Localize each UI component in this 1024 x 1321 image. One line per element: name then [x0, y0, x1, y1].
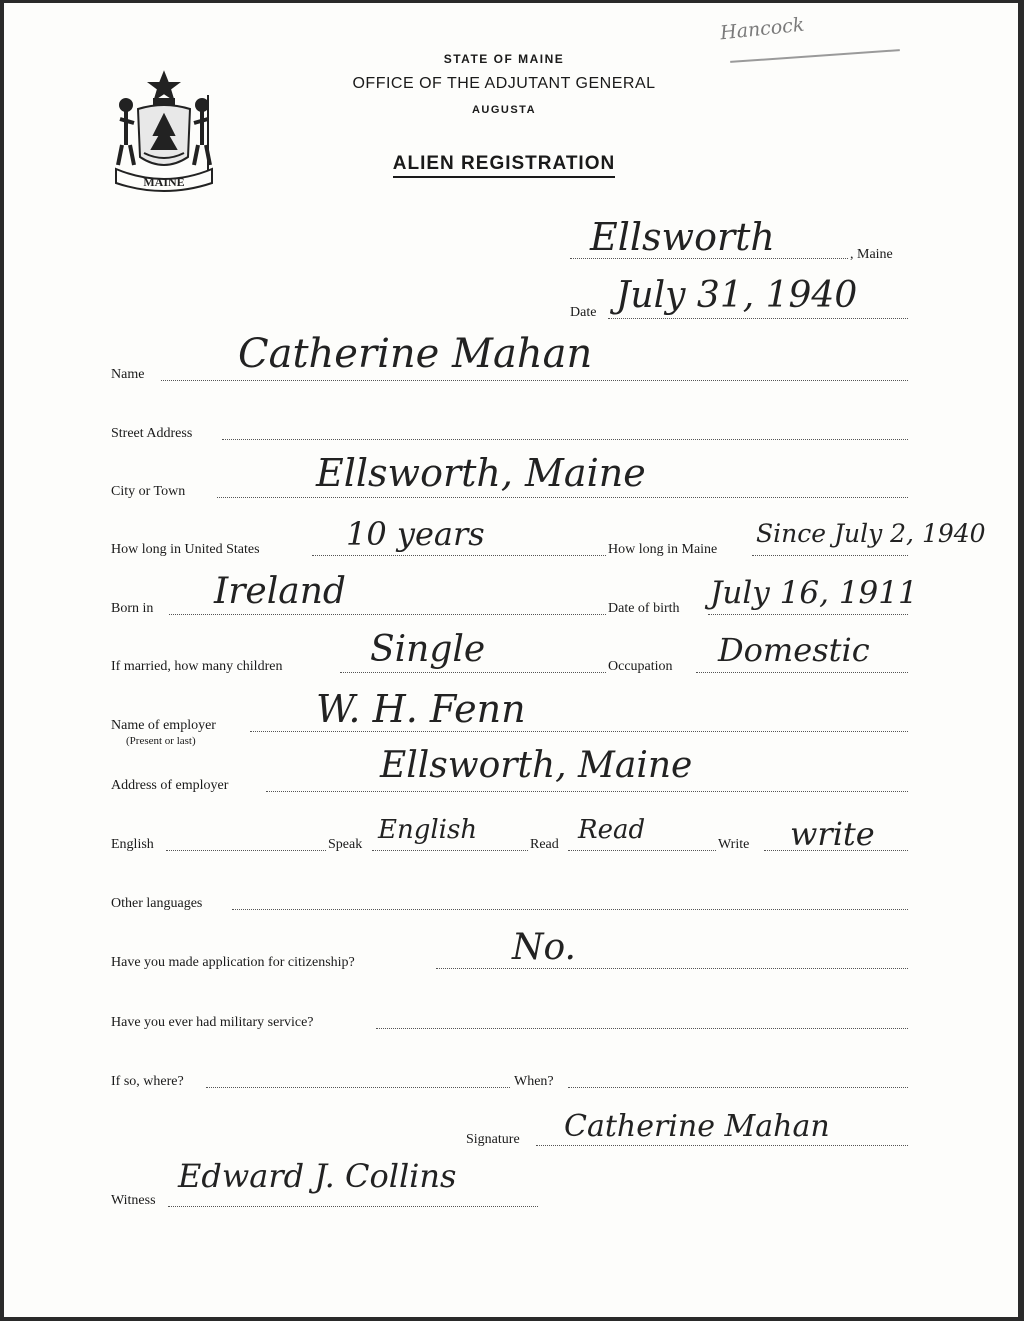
seal-label: MAINE	[143, 175, 185, 189]
born-line	[169, 614, 606, 615]
form-title-text: ALIEN REGISTRATION	[393, 153, 615, 178]
us-duration-label: How long in United States	[111, 542, 260, 557]
witness-label: Witness	[111, 1193, 156, 1208]
maine-duration-label: How long in Maine	[608, 542, 718, 557]
registration-form	[4, 3, 1018, 1317]
occupation-line	[696, 672, 908, 673]
employer-address-value: Ellsworth, Maine	[380, 745, 693, 786]
header-office: OFFICE OF THE ADJUTANT GENERAL	[352, 75, 656, 92]
name-line	[161, 380, 908, 381]
read-line	[568, 850, 716, 851]
signature-line	[536, 1145, 908, 1146]
english-label: English	[111, 837, 154, 852]
read-value: Read	[578, 815, 646, 845]
maine-duration-line	[752, 555, 908, 556]
employer-address-label: Address of employer	[111, 778, 229, 793]
children-label: If married, how many children	[111, 659, 283, 674]
city-label: City or Town	[111, 484, 186, 499]
other-languages-line	[232, 909, 908, 910]
citizenship-line	[436, 968, 908, 969]
witness-value: Edward J. Collins	[178, 1157, 457, 1195]
header-state: STATE OF MAINE	[443, 52, 565, 66]
citizenship-value: No.	[512, 927, 576, 968]
town-value: Ellsworth	[590, 215, 775, 259]
city-value: Ellsworth, Maine	[316, 451, 646, 495]
maine-duration-value: Since July 2, 1940	[756, 519, 986, 548]
where-line	[206, 1087, 510, 1088]
read-label: Read	[530, 837, 559, 852]
maine-label: , Maine	[850, 247, 893, 262]
name-label: Name	[111, 367, 145, 382]
born-value: Ireland	[214, 571, 346, 612]
speak-line	[372, 850, 528, 851]
signature-value: Catherine Mahan	[564, 1109, 830, 1144]
military-label: Have you ever had military service?	[111, 1015, 314, 1030]
us-duration-value: 10 years	[346, 515, 485, 553]
name-value: Catherine Mahan	[238, 331, 593, 377]
when-label: When?	[514, 1074, 554, 1089]
write-value: write	[790, 815, 875, 853]
dob-label: Date of birth	[608, 601, 680, 616]
street-label: Street Address	[111, 426, 193, 441]
occupation-value: Domestic	[718, 631, 870, 669]
born-label: Born in	[111, 601, 154, 616]
military-line	[376, 1028, 908, 1029]
speak-value: English	[378, 815, 478, 845]
city-line	[217, 497, 908, 498]
header-city: AUGUSTA	[471, 104, 537, 116]
dob-line	[708, 614, 908, 615]
employer-value: W. H. Fenn	[316, 687, 526, 731]
employer-label: Name of employer	[111, 718, 216, 733]
children-line	[340, 672, 606, 673]
english-line	[166, 850, 326, 851]
where-label: If so, where?	[111, 1074, 184, 1089]
when-line	[568, 1087, 908, 1088]
citizenship-label: Have you made application for citizenship?	[111, 955, 355, 970]
county-note: Hancock	[719, 13, 806, 45]
employer-line	[250, 731, 908, 732]
employer-sublabel: (Present or last)	[126, 735, 196, 747]
dob-value: July 16, 1911	[710, 575, 918, 611]
children-value: Single	[370, 629, 486, 670]
speak-label: Speak	[328, 837, 363, 852]
us-duration-line	[312, 555, 606, 556]
other-languages-label: Other languages	[111, 896, 203, 911]
state-seal-icon	[108, 65, 220, 193]
street-line	[222, 439, 908, 440]
date-line	[608, 318, 908, 319]
employer-address-line	[266, 791, 908, 792]
write-label: Write	[718, 837, 750, 852]
signature-label: Signature	[466, 1132, 520, 1147]
date-value: July 31, 1940	[616, 275, 858, 316]
date-label: Date	[570, 305, 597, 320]
occupation-label: Occupation	[608, 659, 673, 674]
witness-line	[168, 1206, 538, 1207]
